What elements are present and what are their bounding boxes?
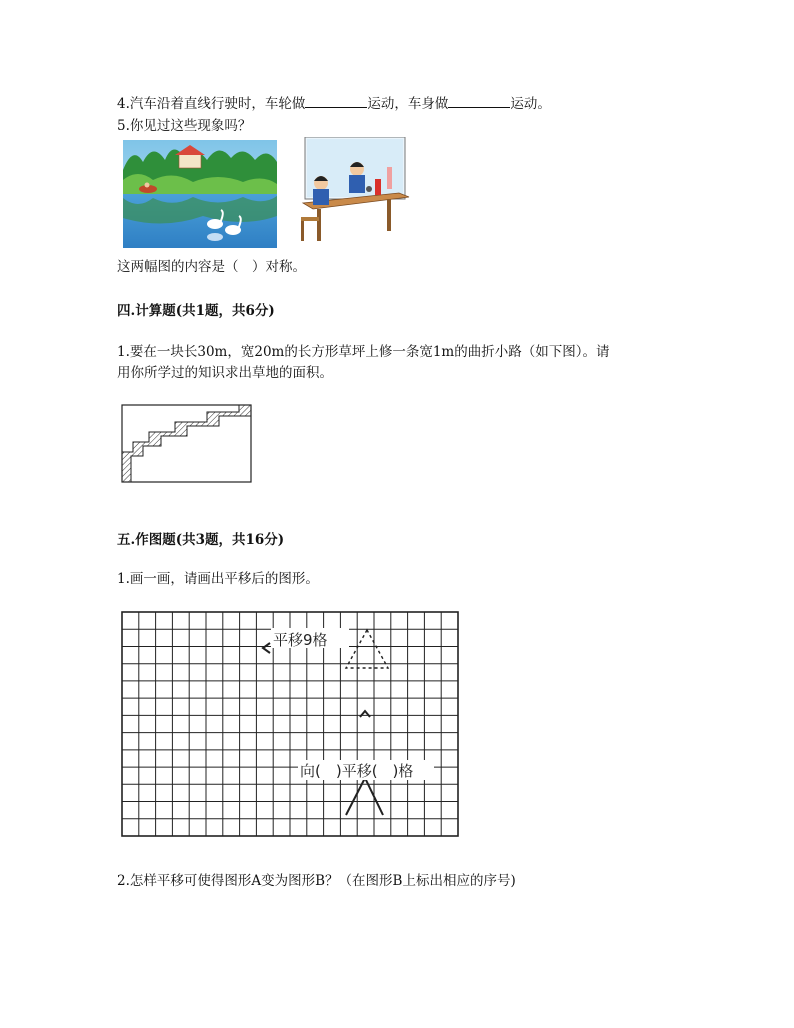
direction-blank-label: 向( )平移( )格 [300,762,414,780]
answer-blank-2[interactable] [448,95,510,108]
translate-9-label: 平移9格 [273,631,328,649]
translated-triangle [346,630,388,668]
section-4-title: 四.计算题(共1题，共6分) [117,303,275,319]
children-mirror-image [299,137,411,245]
draw-question-2: 2.怎样平移可使得图形A变为图形B？（在图形B上标出相应的序号) [117,873,516,889]
question-4: 4.汽车沿着直线行驶时，车轮做 运动，车身做 运动。 [117,96,551,112]
original-triangle [346,778,383,815]
question-5: 5.你见过这些现象吗？ [117,118,252,134]
calc-question-1-line1: 1.要在一块长30m，宽20m的长方形草坪上修一条宽1m的曲折小路（如下图）。请 [117,344,610,360]
question-5-answer-line: 这两幅图的内容是（ ）对称。 [117,259,306,275]
answer-blank-1[interactable] [305,95,367,108]
lake-reflection-image [123,140,277,248]
calc-question-1-line2: 用你所学过的知识求出草地的面积。 [117,365,333,381]
draw-question-1: 1.画一画，请画出平移后的图形。 [117,571,319,587]
lawn-path-figure [121,404,253,484]
translation-grid [120,610,460,838]
left-arrow-icon [263,643,270,653]
up-arrow-icon [360,711,370,717]
section-5-title: 五.作图题(共3题，共16分) [117,532,285,548]
